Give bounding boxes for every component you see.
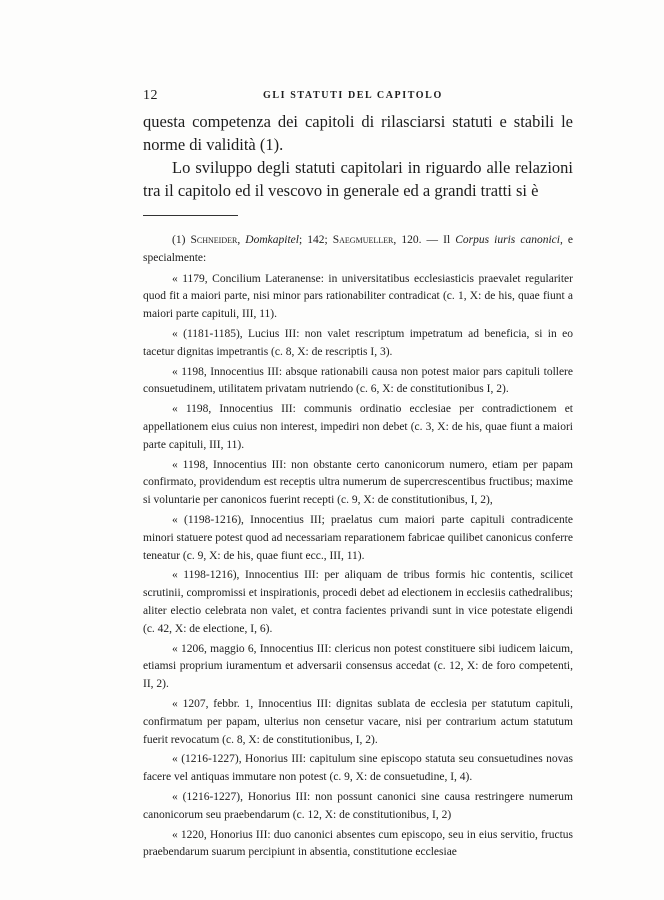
footnote-author-2: Saegmueller,: [332, 234, 397, 246]
footnote-entry: « 1179, Concilium Lateranense: in universitatibus ecclesiasticis praevalet regulariter quod fit a maiori parte, nisi minor pars rationabiliter contradicat (c. 1, X: de his, quae fiunt a maiori parte capituli, III, 11).: [143, 272, 573, 321]
footnote-entry: « 1198, Innocentius III: non obstante certo canonicorum numero, etiam per papam confirmato, providendum est receptis ultra numerum de supercrescentibus fructibus; maxime si voluntarie per canonicos fuerint recepti (c. 9, X: de constitutionibus, I, 2),: [143, 458, 573, 507]
footnote-entry: « 1207, febbr. 1, Innocentius III: dignitas sublata de ecclesia per statutum capituli, confirmatum per papam, ulterius non censetur vacare, nisi per contrarium actum statutum fuerit revocatum (c. 8, X: de constitutionibus, I, 2).: [143, 697, 573, 746]
footnote-heading: [143, 232, 573, 268]
footnote-entry: « (1216-1227), Honorius III: capitulum sine episcopo statuta seu consuetudines novas facere vel antiquas immutare non potest (c. 9, X: de consuetudine, I, 4).: [143, 753, 573, 784]
footnote-entry: « 1198, Innocentius III: absque rationabili causa non potest maior pars capituli tollere consuetudinem, utilitatem privatam nutriendo (c. 6, X: de constitutionibus I, 2).: [143, 365, 573, 396]
footnote-ref-2: 120. — Il: [401, 234, 451, 246]
footnote-ref-2-tail: , e specialmente:: [143, 234, 573, 264]
footnote-marker: (1): [172, 234, 186, 246]
footnote-entry: « 1198-1216), Innocentius III: per aliquam de tribus formis hic contentis, scilicet scrutinii, compromissi et inspirationis, procedi debet ad electionem in ecclesiis cathedralibus; aliter electio celebrata non valet, et contra facientes privandi sunt in vice potestate eligendi (c. 42, X: de electione, I, 6).: [143, 569, 573, 635]
paragraph-1: questa competenza dei capitoli di rilasciarsi statuti e stabili le norme di validità (1).: [143, 112, 573, 154]
footnote-ref-1: ; 142;: [298, 234, 328, 246]
main-text: [143, 110, 573, 202]
page-header: [143, 88, 573, 108]
footnote-work-2: Corpus iuris canonici: [455, 234, 560, 246]
footnote-entry: « 1220, Honorius III: duo canonici absentes cum episcopo, seu in eius servitio, fructus praebendarum suarum percipiunt in absentia, constitutione ecclesiae: [143, 828, 573, 859]
footnote-entry: « 1206, maggio 6, Innocentius III: clericus non potest constituere sibi iudicem laicum, etiamsi proprium iuramentum et adversarii consensus accedat (c. 12, X: de foro competenti, II, 2).: [143, 642, 573, 691]
paragraph-2: Lo sviluppo degli statuti capitolari in riguardo alle relazioni tra il capitolo ed il vescovo in generale ed a grandi tratti si è: [143, 158, 573, 200]
footnotes: [143, 232, 573, 864]
footnote-entry: « (1216-1227), Honorius III: non possunt canonici sine causa restringere numerum canonicorum seu praebendarum (c. 12, X: de constitutionibus, I, 2): [143, 790, 573, 821]
footnote-entry: « 1198, Innocentius III: communis ordinatio ecclesiae per contradictionem et appellationem eius cuius non interest, impediri non debet (c. 3, X: de his, quae fiunt a maiori parte capituli, III, 11).: [143, 403, 573, 451]
footnote-work-1: Domkapitel: [245, 234, 299, 246]
footnote-entry: « (1181-1185), Lucius III: non valet rescriptum impetratum ad beneficia, si in eo tacetur dignitas impetrantis (c. 8, X: de rescriptis I, 3).: [143, 327, 573, 358]
footnote-author-1: Schneider,: [190, 234, 241, 246]
running-title: GLI STATUTI DEL CAPITOLO: [263, 90, 443, 101]
footnote-entry: « (1198-1216), Innocentius III; praelatus cum maiori parte capituli contradicente minori statuere potest quod ad necessariam reparationem fabricae quilibet canonicus conferre teneatur (c. 9, X: de his, quae fiunt ecc., III, 11).: [143, 513, 573, 562]
page-number: 12: [143, 88, 158, 103]
footnote-separator: [143, 215, 238, 216]
